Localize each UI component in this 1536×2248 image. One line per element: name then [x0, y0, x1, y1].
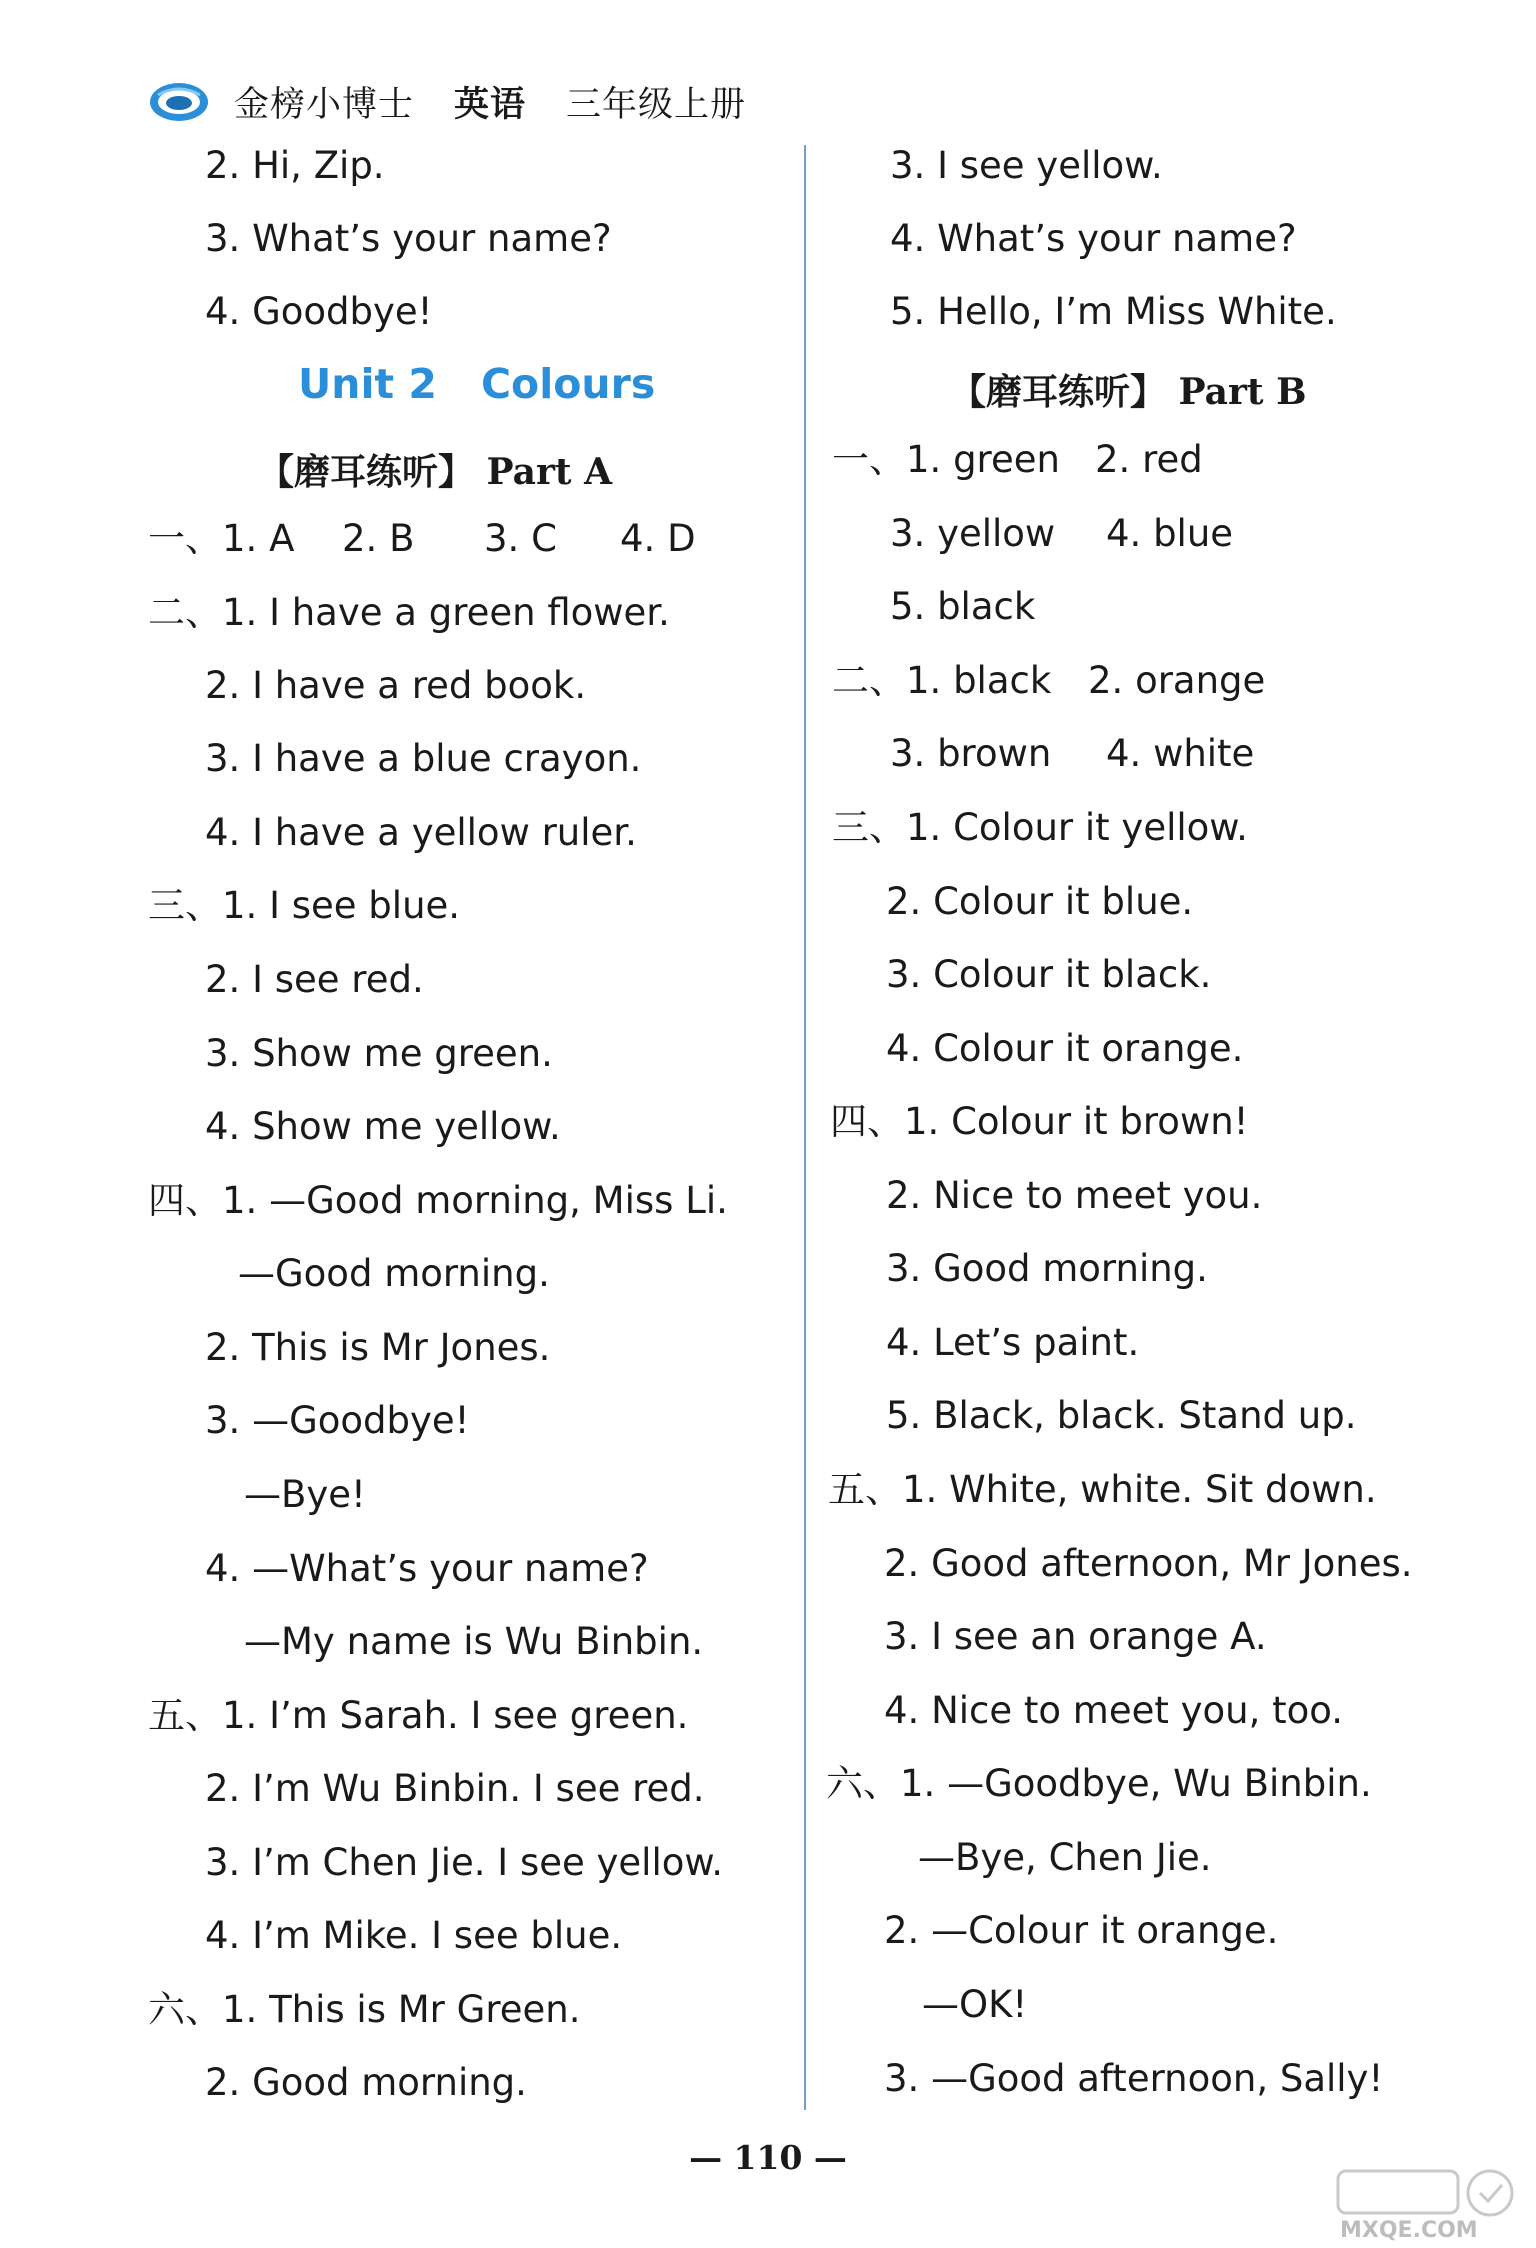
answer-line: —My name is Wu Binbin.	[244, 1620, 704, 1663]
answer-line: 四、1. Colour it brown!	[830, 1100, 1249, 1143]
answer-line: 2. red	[1095, 438, 1203, 481]
answer-line: 4. Nice to meet you, too.	[884, 1689, 1344, 1732]
unit-title	[298, 360, 655, 408]
answer-line: 六、1. —Goodbye, Wu Binbin.	[826, 1762, 1372, 1805]
section-title-part-a: 【磨耳练听】 Part A	[258, 451, 613, 493]
unit-number: Unit 2	[298, 360, 437, 408]
answer-line: 五、1. I’m Sarah. I see green.	[148, 1694, 689, 1737]
subject-label: 英语	[454, 84, 527, 125]
answer-line: 3. I see an orange A.	[884, 1615, 1267, 1658]
answer-line: —Bye!	[244, 1473, 366, 1516]
answer-line: 4. Goodbye!	[205, 290, 433, 333]
answer-line: 3. Colour it black.	[886, 953, 1212, 996]
answer-line: 2. I have a red book.	[205, 664, 587, 707]
answer-line: 2. Colour it blue.	[886, 880, 1194, 923]
answer-line: 4. Let’s paint.	[886, 1321, 1140, 1364]
answer-line: —OK!	[922, 1983, 1028, 2026]
answer-line: 2. Good morning.	[205, 2061, 527, 2104]
answer-line: 2. orange	[1088, 659, 1266, 702]
answer-line: 3. C	[484, 517, 557, 560]
answer-line: 2. This is Mr Jones.	[205, 1326, 551, 1369]
series-brand: 金榜小博士	[234, 85, 415, 125]
answer-line: 3. Show me green.	[205, 1032, 553, 1075]
answer-line: 3. I’m Chen Jie. I see yellow.	[205, 1841, 723, 1884]
answer-line: 4. I have a yellow ruler.	[205, 811, 637, 854]
answer-line: 四、1. —Good morning, Miss Li.	[148, 1179, 728, 1222]
answer-line: 4. blue	[1106, 512, 1234, 555]
answer-line: 三、1. Colour it yellow.	[832, 806, 1248, 849]
answer-line: 4. I’m Mike. I see blue.	[205, 1914, 623, 1957]
answer-line: 2. Hi, Zip.	[205, 144, 385, 187]
answer-line: 2. B	[342, 517, 415, 560]
answer-line: 3. Good morning.	[886, 1247, 1208, 1290]
answer-line: 4. white	[1106, 732, 1255, 775]
answer-line: 2. I’m Wu Binbin. I see red.	[205, 1767, 705, 1810]
answer-line: 3. I see yellow.	[890, 144, 1163, 187]
answer-line: 2. Nice to meet you.	[886, 1174, 1263, 1217]
publisher-logo-icon	[148, 81, 210, 123]
answer-site-watermark	[1330, 2165, 1520, 2243]
answer-line: 4. —What’s your name?	[205, 1547, 649, 1590]
watermark-text: MXQE.COM	[1340, 2218, 1478, 2243]
answer-line: 3. yellow	[890, 512, 1056, 555]
grade-label: 三年级上册	[566, 85, 747, 125]
answer-line: 一、1. A	[148, 517, 295, 560]
answer-line: 二、1. black	[832, 659, 1052, 702]
answer-line: —Good morning.	[238, 1252, 550, 1295]
page-header	[148, 74, 746, 130]
section-title-part-b: 【磨耳练听】 Part B	[950, 371, 1307, 413]
unit-name: Colours	[480, 360, 656, 408]
answer-line: 4. Show me yellow.	[205, 1105, 561, 1148]
answer-line: 5. Black, black. Stand up.	[886, 1394, 1357, 1437]
answer-line: 4. D	[620, 517, 696, 560]
answer-line: 六、1. This is Mr Green.	[148, 1988, 581, 2031]
answer-line: 2. Good afternoon, Mr Jones.	[884, 1542, 1413, 1585]
answer-line: 5. black	[890, 585, 1036, 628]
answer-line: 4. Colour it orange.	[886, 1027, 1244, 1070]
answer-line: 3. —Good afternoon, Sally!	[884, 2057, 1384, 2100]
answer-line: 3. —Goodbye!	[205, 1399, 470, 1442]
answer-line: 2. I see red.	[205, 958, 424, 1001]
answer-line: 2. —Colour it orange.	[884, 1909, 1279, 1952]
page-number: — 110 —	[689, 2138, 847, 2177]
answer-line: 三、1. I see blue.	[148, 884, 461, 927]
answer-line: 5. Hello, I’m Miss White.	[890, 290, 1337, 333]
answer-line: 3. brown	[890, 732, 1052, 775]
answer-line: —Bye, Chen Jie.	[918, 1836, 1212, 1879]
answer-line: 五、1. White, white. Sit down.	[828, 1468, 1377, 1511]
answer-line: 4. What’s your name?	[890, 217, 1297, 260]
answer-line: 3. What’s your name?	[205, 217, 612, 260]
answer-line: 一、1. green	[832, 438, 1060, 481]
answer-line: 3. I have a blue crayon.	[205, 737, 642, 780]
column-divider	[804, 145, 806, 2110]
answer-line: 二、1. I have a green flower.	[148, 591, 670, 634]
